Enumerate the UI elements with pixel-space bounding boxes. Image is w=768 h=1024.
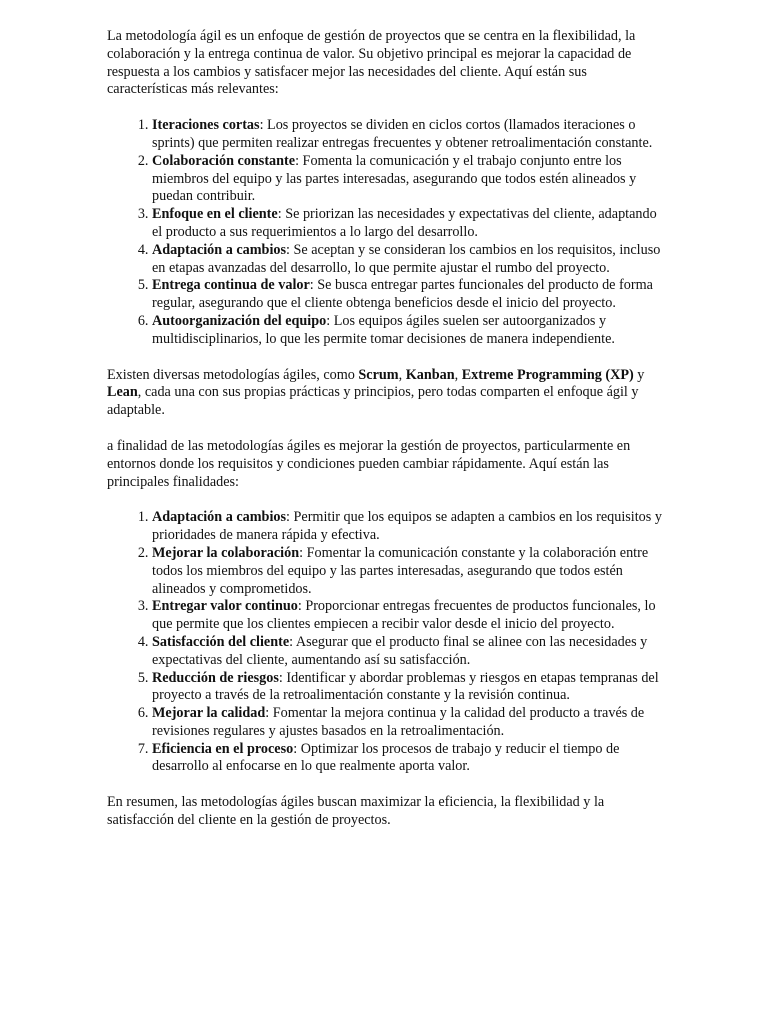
methodologies-prefix: Existen diversas metodologías ágiles, como [107, 366, 359, 383]
item-term: Enfoque en el cliente [152, 206, 278, 223]
purpose-intro-paragraph: a finalidad de las metodologías ágiles es mejorar la gestión de proyectos, particularmente en entornos donde los requisitos y condiciones pueden cambiar rápidamente. Aquí están las principales finalidades: [107, 437, 631, 490]
list-item [152, 545, 663, 598]
list-item [152, 598, 663, 634]
item-text: : Fomentar la mejora continua y la calidad del producto a través de revisiones regulares y ajustes basados en la retroalimentación. [152, 705, 645, 739]
item-text: : Fomentar la comunicación constante y la colaboración entre todos los miembros del equipo y las partes interesadas, asegurando que todos estén alineados y comprometidos. [152, 544, 649, 597]
list-item [152, 153, 663, 206]
list-item [152, 242, 663, 278]
item-term: Eficiencia en el proceso [152, 740, 294, 757]
methodology-lean: Lean [107, 384, 138, 401]
list-item [152, 634, 663, 670]
list-item [152, 313, 663, 349]
item-term: Adaptación a cambios [152, 241, 287, 258]
characteristics-list [107, 117, 663, 348]
item-text: : Se priorizan las necesidades y expectativas del cliente, adaptando el producto a sus requerimientos a lo largo del desarrollo. [152, 206, 657, 240]
list-item [152, 117, 663, 153]
methodology-xp: Extreme Programming (XP) [461, 366, 634, 383]
item-text: : Fomenta la comunicación y el trabajo conjunto entre los miembros del equipo y las partes interesadas, asegurando que todos estén alineados y puedan contribuir. [152, 152, 637, 205]
item-text: : Los proyectos se dividen en ciclos cortos (llamados iteraciones o sprints) que permiten realizar entregas frecuentes y obtener retroalimentación constante. [152, 117, 653, 151]
list-item [152, 670, 663, 706]
item-text: : Se busca entregar partes funcionales del producto de forma regular, asegurando que el cliente obtenga beneficios desde el inicio del proyecto. [152, 277, 653, 312]
conclusion-paragraph: En resumen, las metodologías ágiles buscan maximizar la eficiencia, la flexibilidad y la satisfacción del cliente en la gestión de proyectos. [107, 794, 605, 829]
intro-paragraph: La metodología ágil es un enfoque de gestión de proyectos que se centra en la flexibilidad, la colaboración y la entrega continua de valor. Su objetivo principal es mejorar la capacidad de respuesta a los cambios y satisfacer mejor las necesidades del cliente. Aquí están sus características más relevantes: [107, 28, 636, 98]
separator: , [398, 366, 406, 383]
methodologies-suffix: , cada una con sus propias prácticas y principios, pero todas comparten el enfoque ágil y adaptable. [107, 384, 639, 419]
item-text: : Los equipos ágiles suelen ser autoorganizados y multidisciplinarios, lo que les permite tomar decisiones de manera independiente. [152, 312, 615, 347]
methodology-kanban: Kanban [405, 366, 455, 383]
separator: , [454, 366, 462, 383]
item-text: : Permitir que los equipos se adapten a cambios en los requisitos y prioridades de manera rápida y efectiva. [152, 509, 662, 544]
list-item [152, 741, 663, 777]
item-term: Entrega continua de valor [152, 277, 310, 294]
list-item [152, 277, 663, 313]
item-term: Autoorganización del equipo [152, 312, 327, 329]
item-term: Adaptación a cambios [152, 509, 287, 526]
list-item [152, 509, 663, 545]
item-text: : Se aceptan y se consideran los cambios en los requisitos, incluso en etapas avanzadas del desarrollo, lo que permite ajustar el rumbo del proyecto. [152, 241, 661, 276]
item-term: Iteraciones cortas [152, 117, 260, 134]
item-term: Mejorar la colaboración [152, 544, 300, 561]
item-term: Colaboración constante [152, 152, 296, 169]
purposes-list [107, 509, 663, 776]
methodologies-paragraph [107, 367, 663, 420]
list-item [152, 206, 663, 242]
item-text: : Optimizar los procesos de trabajo y reducir el tiempo de desarrollo al enfocarse en lo que realmente aporta valor. [152, 740, 620, 775]
item-term: Reducción de riesgos [152, 669, 279, 686]
item-text: : Asegurar que el producto final se alinee con las necesidades y expectativas del cliente, aumentando así su satisfacción. [152, 633, 648, 668]
item-text: : Identificar y abordar problemas y riesgos en etapas tempranas del proyecto a través de la retroalimentación constante y la revisión continua. [152, 669, 659, 704]
item-term: Satisfacción del cliente [152, 633, 290, 650]
separator: y [633, 366, 645, 383]
list-item [152, 705, 663, 741]
document-page [107, 28, 663, 830]
item-text: : Proporcionar entregas frecuentes de productos funcionales, lo que permite que los clientes empiecen a recibir valor desde el inicio del proyecto. [152, 598, 656, 633]
item-term: Entregar valor continuo [152, 598, 298, 615]
item-term: Mejorar la calidad [152, 705, 266, 722]
methodology-scrum: Scrum [358, 366, 399, 383]
